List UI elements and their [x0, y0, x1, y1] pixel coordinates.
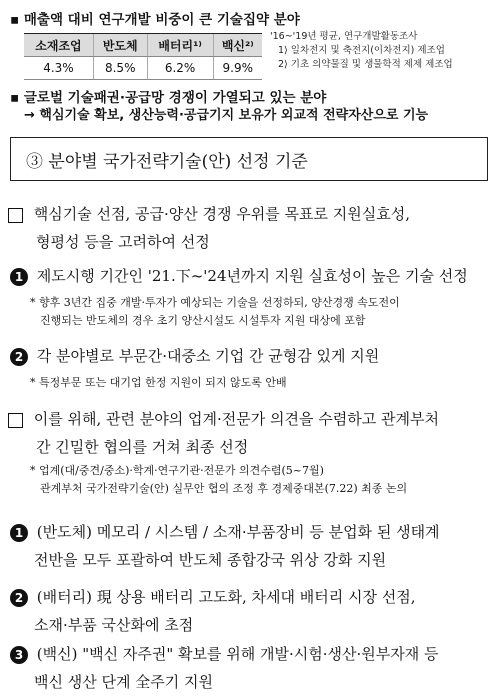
criterion-item-1-note	[30, 294, 498, 330]
number-badge-icon: 1	[10, 524, 28, 542]
note-line: 진행되는 반도체의 경우 초기 양산시설도 시설투자 지원 대상에 포함	[40, 314, 366, 327]
table-cell: 6.2%	[147, 57, 213, 80]
criterion-item-1-text: 제도시행 기간인 '21.下~'24년까지 지원 실효성이 높은 기술 선정	[36, 267, 468, 285]
note-line: * 업계(대/중견/중소)·학계·연구기관·전문가 의견수렴(5~7월)	[30, 464, 324, 477]
paragraph-1-line1: 핵심기술 선점, 공급·양산 경쟁 우위를 목표로 지원실효성,	[33, 205, 410, 223]
paragraph-2-note	[30, 462, 498, 498]
sector-item-line: 백신 생산 단계 全주기 지원	[34, 673, 213, 691]
section-title	[26, 147, 308, 172]
top-bullet-2	[10, 86, 326, 106]
paragraph-2	[8, 405, 498, 461]
sector-item-vaccine	[10, 640, 498, 696]
table-cell: 8.5%	[93, 57, 147, 80]
criterion-item-1	[10, 262, 498, 290]
arrow-line: → 핵심기술 확보, 생산능력·공급기지 보유가 외교적 전략자산으로 기능	[24, 108, 429, 123]
table-header: 소재조업	[24, 34, 93, 57]
section-title-text: 분야별 국가전략기술(안) 선정 기준	[48, 152, 308, 172]
sector-item-line: 소재·부품 국산화에 초점	[34, 616, 194, 634]
table-header: 백신²⁾	[213, 34, 262, 57]
top-bullet-2-text: 글로벌 기술패권·공급망 경쟁이 가열되고 있는 분야	[23, 90, 327, 106]
paragraph-2-line2: 간 긴밀한 협의를 거쳐 최종 선정	[36, 438, 249, 456]
number-badge-icon: 1	[10, 268, 28, 286]
number-badge-icon: 2	[10, 348, 28, 366]
note-line: 1⟩ 일차전지 및 축전지(이차전지) 제조업	[278, 45, 445, 56]
paragraph-1	[8, 200, 498, 256]
table-header: 반도체	[93, 34, 147, 57]
note-line: '16~'19년 평균, 연구개발활동조사	[270, 31, 418, 42]
criterion-item-2	[10, 342, 498, 370]
table-cell: 9.9%	[213, 57, 262, 80]
top-bullet-1	[10, 8, 300, 28]
table-header: 배터리¹⁾	[147, 34, 213, 57]
sector-item-line: 전반을 모두 포괄하여 반도체 종합강국 위상 강화 지원	[34, 551, 387, 569]
criterion-item-2-text: 각 분야별로 부문간·대중소 기업 간 균형감 있게 지원	[36, 347, 380, 365]
checkbox-square-icon	[8, 208, 23, 223]
section-number: ③	[26, 152, 43, 172]
bullet-dot: ▪	[10, 12, 20, 28]
sector-item-line: (반도체) 메모리 / 시스템 / 소재·부품장비 등 분업화 된 생태계	[36, 523, 440, 541]
note-line: 2⟩ 기초 의약물질 및 생물학적 제제 제조업	[278, 59, 453, 70]
table-notes	[270, 30, 496, 72]
bullet-dot: ▪	[10, 90, 20, 106]
sector-item-line: (배터리) 現 상용 배터리 고도화, 차세대 배터리 시장 선점,	[36, 588, 416, 606]
note-line: * 향후 3년간 집중 개발·투자가 예상되는 기술을 선정하되, 양산경쟁 속도전이	[30, 296, 400, 309]
top-bullet-1-text: 매출액 대비 연구개발 비중이 큰 기술집약 분야	[23, 12, 300, 28]
sector-item-line: (백신) "백신 자주권" 확보를 위해 개발·시험·생산·원부자재 등	[36, 645, 439, 663]
number-badge-icon: 3	[10, 646, 28, 664]
paragraph-2-line1: 이를 위해, 관련 분야의 업계·전문가 의견을 수렴하고 관계부처	[33, 410, 439, 428]
note-line: 관계부처 국가전략기술(안) 실무안 협의 조정 후 경제중대본(7.22) 최종 논의	[40, 482, 408, 495]
paragraph-1-line2: 형평성 등을 고려하여 선정	[36, 233, 210, 251]
checkbox-square-icon	[8, 413, 23, 428]
sector-item-battery	[10, 583, 498, 639]
table-cell: 4.3%	[24, 57, 93, 80]
rd-ratio-table	[24, 33, 262, 80]
criterion-item-2-note: * 특정부문 또는 대기업 한정 지원이 되지 않도록 안배	[30, 376, 287, 389]
number-badge-icon: 2	[10, 589, 28, 607]
sector-item-semiconductor	[10, 518, 498, 574]
